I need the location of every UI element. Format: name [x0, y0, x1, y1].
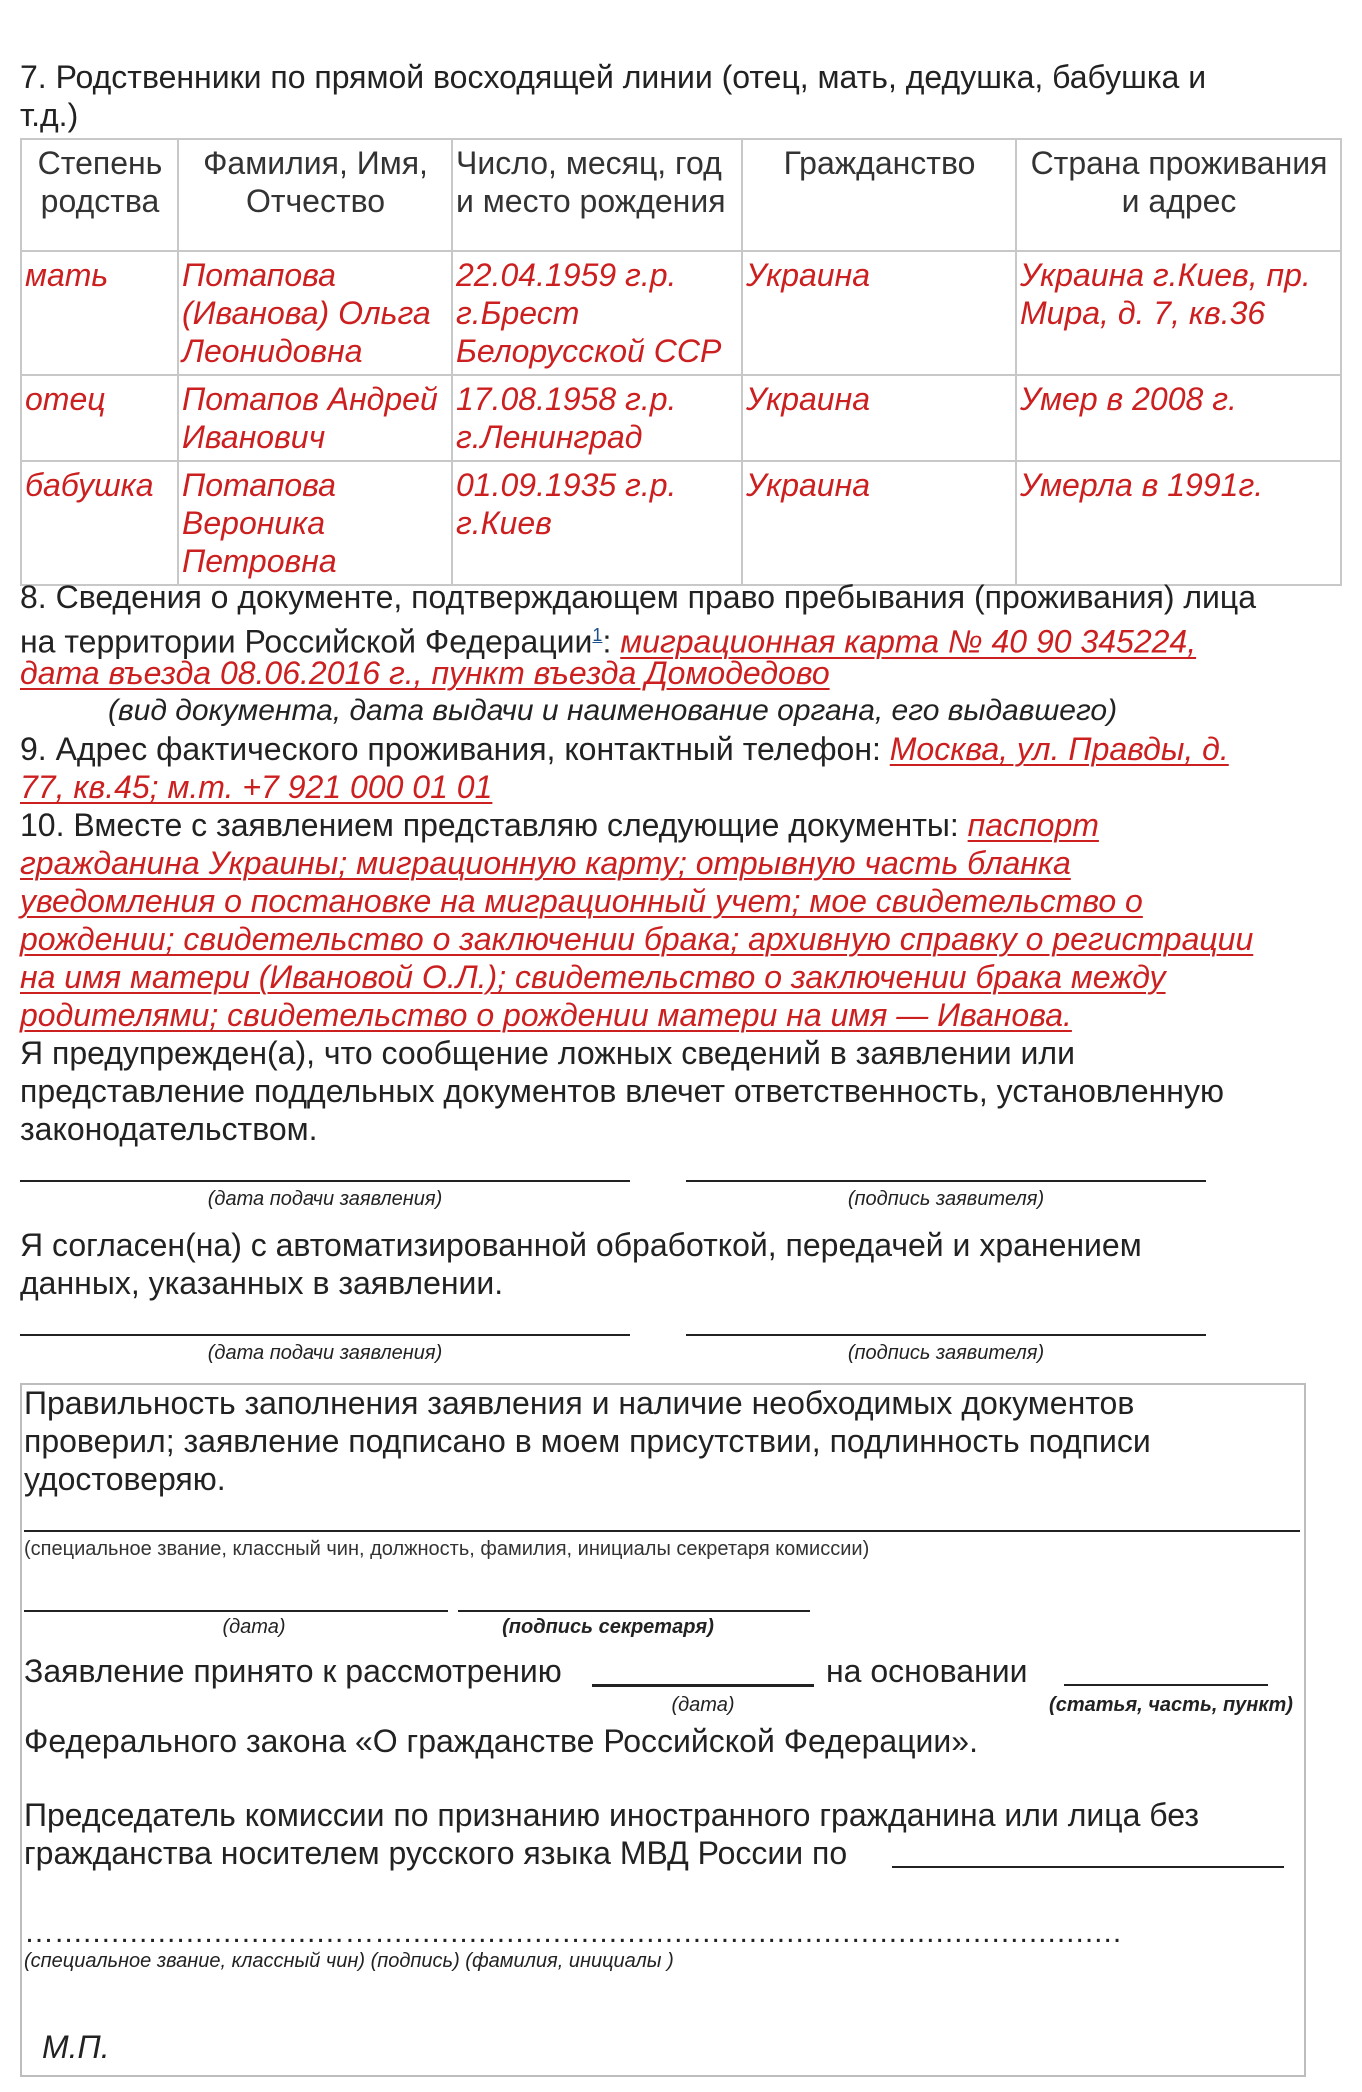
- residence-cell: Умер в 2008 г.: [1016, 375, 1341, 461]
- section-7-heading-line2: т.д.): [20, 97, 79, 133]
- rank-caption: (специальное звание, классный чин, должность, фамилия, инициалы секретаря комиссии): [24, 1538, 870, 1560]
- relation-cell: отец: [21, 375, 178, 461]
- chair-line2: гражданства носителем русского языка МВД России по: [24, 1835, 848, 1871]
- stamp-place: М.П.: [42, 2029, 110, 2065]
- signature-caption: (подпись заявителя): [847, 1188, 1045, 1210]
- official-line: проверил; заявление подписано в моем присутствии, подлинность подписи: [24, 1423, 1151, 1459]
- document-value: миграционная карта № 40 90 345224,: [620, 623, 1197, 660]
- date-caption: (дата подачи заявления): [207, 1188, 443, 1210]
- document-caption: (вид документа, дата выдачи и наименование органа, его выдавшего): [108, 694, 1118, 727]
- article-line: [1064, 1684, 1268, 1686]
- column-header: Степень родства: [21, 139, 178, 251]
- date-line: [24, 1610, 448, 1612]
- section-10-label: 10. Вместе с заявлением представляю следующие документы:: [20, 807, 959, 843]
- document-value-line2: дата въезда 08.06.2016 г., пункт въезда Домодедово: [20, 655, 830, 691]
- name-cell: Потапова Вероника Петровна: [178, 461, 452, 585]
- documents-value-line: рождении; свидетельство о заключении брака; архивную справку о регистрации: [20, 921, 1254, 957]
- consent-line: данных, указанных в заявлении.: [20, 1265, 504, 1301]
- law-text: Федерального закона «О гражданстве Российской Федерации».: [24, 1723, 978, 1759]
- accepted-date-line: [592, 1684, 814, 1687]
- date-signature-line: [20, 1180, 630, 1182]
- citizenship-cell: Украина: [742, 251, 1016, 375]
- chair-signature-dots: …...............................…................................................................................: [24, 1916, 1123, 1949]
- colon: :: [602, 623, 612, 660]
- table-row: [21, 375, 1341, 461]
- documents-value-line: на имя матери (Ивановой О.Л.); свидетельство о заключении брака между: [20, 959, 1166, 995]
- region-line: [892, 1866, 1284, 1868]
- section-8-label: на территории Российской Федерации: [20, 623, 593, 660]
- warning-line: представление поддельных документов влечет ответственность, установленную: [20, 1073, 1224, 1109]
- citizenship-cell: Украина: [742, 375, 1016, 461]
- date-caption: (дата подачи заявления): [207, 1342, 443, 1364]
- address-value: Москва, ул. Правды, д.: [889, 731, 1229, 767]
- accepted-text: Заявление принято к рассмотрению: [24, 1653, 562, 1689]
- column-header: Страна проживания и адрес: [1016, 139, 1341, 251]
- secretary-signature-caption: (подпись секретаря): [502, 1616, 714, 1638]
- date-caption: (дата): [222, 1616, 286, 1638]
- relatives-table: [20, 138, 1342, 586]
- documents-value-line: уведомления о постановке на миграционный учет; мое свидетельство о: [20, 883, 1143, 919]
- residence-cell: Украина г.Киев, пр. Мира, д. 7, кв.36: [1016, 251, 1341, 375]
- section-7-heading-line1: 7. Родственники по прямой восходящей линии (отец, мать, дедушка, бабушка и: [20, 59, 1207, 95]
- chair-caption: (специальное звание, классный чин) (подпись) (фамилия, инициалы ): [24, 1950, 674, 1972]
- section-9-label: 9. Адрес фактического проживания, контактный телефон:: [20, 731, 881, 767]
- rank-line: [24, 1530, 1300, 1532]
- address-value-line2: 77, кв.45; м.т. +7 921 000 01 01: [20, 769, 493, 805]
- official-line: удостоверяю.: [24, 1461, 226, 1497]
- article-caption: (статья, часть, пункт): [1049, 1694, 1293, 1716]
- applicant-signature-line: [686, 1334, 1206, 1336]
- relation-cell: бабушка: [21, 461, 178, 585]
- consent-line: Я согласен(на) с автоматизированной обработкой, передачей и хранением: [20, 1227, 1142, 1263]
- basis-text: на основании: [826, 1653, 1028, 1689]
- residence-cell: Умерла в 1991г.: [1016, 461, 1341, 585]
- documents-value: паспорт: [967, 807, 1099, 843]
- birth-cell: 17.08.1958 г.р. г.Ленинград: [452, 375, 742, 461]
- documents-value-line: гражданина Украины; миграционную карту; отрывную часть бланка: [20, 845, 1071, 881]
- citizenship-cell: Украина: [742, 461, 1016, 585]
- birth-cell: 01.09.1935 г.р. г.Киев: [452, 461, 742, 585]
- column-header: Число, месяц, год и место рождения: [452, 139, 742, 251]
- birth-cell: 22.04.1959 г.р. г.Брест Белорусской ССР: [452, 251, 742, 375]
- date-signature-line: [20, 1334, 630, 1336]
- documents-value-line: родителями; свидетельство о рождении матери на имя — Иванова.: [20, 997, 1072, 1033]
- warning-line: Я предупрежден(а), что сообщение ложных сведений в заявлении или: [20, 1035, 1075, 1071]
- name-cell: Потапов Андрей Иванович: [178, 375, 452, 461]
- relation-cell: мать: [21, 251, 178, 375]
- accepted-date-caption: (дата): [671, 1694, 735, 1716]
- signature-caption: (подпись заявителя): [847, 1342, 1045, 1364]
- applicant-signature-line: [686, 1180, 1206, 1182]
- section-8-line1: 8. Сведения о документе, подтверждающем право пребывания (проживания) лица: [20, 579, 1257, 615]
- footnote-link[interactable]: 1: [592, 625, 603, 645]
- warning-line: законодательством.: [20, 1111, 318, 1147]
- section-9-line1: [20, 730, 1229, 768]
- column-header: Фамилия, Имя, Отчество: [178, 139, 452, 251]
- name-cell: Потапова (Иванова) Ольга Леонидовна: [178, 251, 452, 375]
- secretary-signature-line: [458, 1610, 810, 1612]
- table-row: [21, 461, 1341, 585]
- section-10-line1: [20, 806, 1099, 844]
- official-line: Правильность заполнения заявления и наличие необходимых документов: [24, 1385, 1135, 1421]
- table-row: [21, 251, 1341, 375]
- table-header-row: [21, 139, 1341, 251]
- column-header: Гражданство: [742, 139, 1016, 251]
- chair-line1: Председатель комиссии по признанию иностранного гражданина или лица без: [24, 1797, 1199, 1833]
